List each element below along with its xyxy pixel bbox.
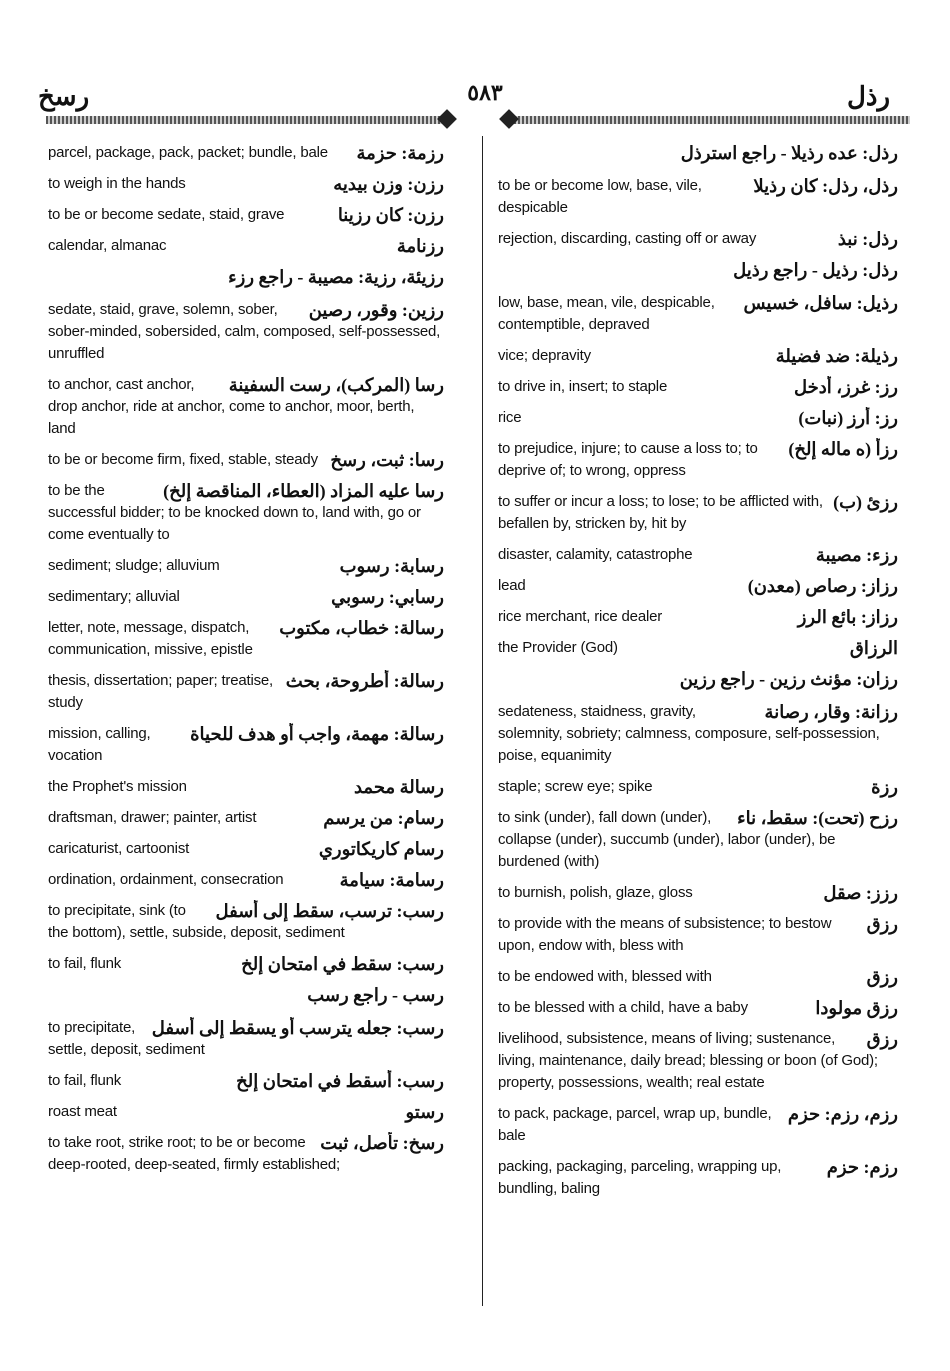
english-definition: rice merchant, rice dealer <box>498 608 663 625</box>
dictionary-entry <box>498 175 898 219</box>
dictionary-entry <box>48 266 444 290</box>
english-definition: to burnish, polish, glaze, gloss <box>498 884 693 901</box>
english-definition: lead <box>498 577 526 594</box>
arabic-headword: رزق <box>866 967 898 987</box>
left-running-head: رسخ <box>38 82 90 111</box>
dictionary-entry <box>498 1156 898 1200</box>
arabic-headword: رسالة: أطروحة، بحث <box>285 671 444 691</box>
dictionary-entry <box>48 1017 444 1061</box>
arabic-headword: رزن: وزن بيديه <box>333 174 444 194</box>
arabic-headword: رسامة: سيامة <box>339 870 444 890</box>
arabic-headword: رسب: جعله يترسب أو يسقط إلى أسفل <box>151 1018 444 1038</box>
dictionary-entry <box>498 997 898 1019</box>
english-definition: to provide with the means of subsistence; to bestow upon, endow with, bless with <box>498 915 832 954</box>
dictionary-entry <box>48 807 444 829</box>
dictionary-entry <box>498 807 898 873</box>
dictionary-entry <box>48 984 444 1008</box>
arabic-headword: رزم، رزم: حزم <box>787 1104 898 1124</box>
arabic-headword: رسابي: رسوبي <box>331 587 444 607</box>
arabic-headword: رسالة: مهمة، واجب أو هدف للحياة <box>190 724 444 744</box>
arabic-headword: رزين: وقور، رصين <box>308 300 444 320</box>
english-definition: livelihood, subsistence, means of living; sustenance, living, maintenance, daily bread; blessing or boon (of God); property, possessions, wealth; real estate <box>498 1030 878 1091</box>
english-definition: to fail, flunk <box>48 955 122 972</box>
arabic-headword: رذل: رذيل - راجع رذيل <box>733 260 898 280</box>
dictionary-entry <box>498 259 898 283</box>
arabic-headword: رسا (المركب)، رست السفينة <box>228 375 444 395</box>
dictionary-entry <box>498 376 898 398</box>
english-definition: to take root, strike root; to be or become deep-rooted, deep-seated, firmly established; <box>48 1134 341 1173</box>
arabic-headword: رسابة: رسوب <box>339 556 444 576</box>
arabic-headword: الرزاق <box>849 638 898 658</box>
dictionary-entry <box>48 953 444 975</box>
english-definition: to be endowed with, blessed with <box>498 968 712 985</box>
dictionary-entry <box>498 407 898 429</box>
arabic-headword: رزن: كان رزينا <box>337 205 444 225</box>
dictionary-entry <box>48 374 444 440</box>
english-definition: mission, calling, vocation <box>48 725 151 764</box>
english-definition: to drive in, insert; to staple <box>498 378 668 395</box>
dictionary-entry <box>498 142 898 166</box>
english-definition: to pack, package, parcel, wrap up, bundle, bale <box>498 1105 772 1144</box>
dictionary-entry <box>48 299 444 365</box>
arabic-headword: رزم: حزم <box>826 1157 898 1177</box>
dictionary-entry <box>498 913 898 957</box>
arabic-headword: رزئ (ب) <box>833 492 898 512</box>
dictionary-entry <box>48 142 444 164</box>
english-definition: to be blessed with a child, have a baby <box>498 999 748 1016</box>
dictionary-entry <box>498 701 898 767</box>
arabic-headword: رزق <box>866 1029 898 1049</box>
english-definition: sediment; sludge; alluvium <box>48 557 220 574</box>
arabic-headword: رزز: صقل <box>823 883 898 903</box>
arabic-headword: رزء: مصيبة <box>815 545 898 565</box>
dictionary-entry <box>498 668 898 692</box>
arabic-headword: رزيئة، رزية: مصيبة - راجع رزء <box>228 267 444 287</box>
english-definition: sedimentary; alluvial <box>48 588 180 605</box>
english-definition: ordination, ordainment, consecration <box>48 871 284 888</box>
english-definition: sedateness, staidness, gravity, solemnity, sobriety; calmness, composure, self-possession, poise, equanimity <box>498 703 880 764</box>
english-definition: vice; depravity <box>498 347 591 364</box>
english-definition: sedate, staid, grave, solemn, sober, sober-minded, sobersided, calm, composed, self-possessed, unruffled <box>48 301 441 362</box>
english-definition: low, base, mean, vile, despicable, contemptible, depraved <box>498 294 715 333</box>
arabic-headword: رسب - راجع رسب <box>307 985 444 1005</box>
arabic-headword: رزان: مؤنث رزين - راجع رزين <box>679 669 898 689</box>
arabic-headword: رزانة: وقار، رصانة <box>764 702 898 722</box>
english-definition: to be or become sedate, staid, grave <box>48 206 285 223</box>
dictionary-entry <box>498 1028 898 1094</box>
right-running-head: رذل <box>846 82 890 111</box>
dictionary-entry <box>498 776 898 798</box>
english-definition: to be or become firm, fixed, stable, steady <box>48 451 318 468</box>
arabic-headword: رسالة: خطاب، مكتوب <box>279 618 444 638</box>
english-definition: to weigh in the hands <box>48 175 186 192</box>
left-column <box>48 142 444 1185</box>
dictionary-entry <box>48 204 444 226</box>
dictionary-entry <box>498 228 898 250</box>
dictionary-entry <box>48 555 444 577</box>
dictionary-entry <box>48 838 444 860</box>
dictionary-entry <box>48 586 444 608</box>
arabic-headword: رز: غرز، أدخل <box>793 377 898 397</box>
english-definition: roast meat <box>48 1103 117 1120</box>
english-definition: to precipitate, settle, deposit, sediment <box>48 1019 205 1058</box>
dictionary-entry <box>498 637 898 659</box>
dictionary-entry <box>48 173 444 195</box>
dictionary-entry <box>48 869 444 891</box>
dictionary-entry <box>48 480 444 546</box>
right-column <box>498 142 898 1209</box>
arabic-headword: رذل، رذل: كان رذيلا <box>753 176 898 196</box>
arabic-headword: رسخ: تأصل، ثبت <box>320 1133 444 1153</box>
dictionary-entry <box>48 723 444 767</box>
english-definition: draftsman, drawer; painter, artist <box>48 809 257 826</box>
arabic-headword: رزأ (ه ماله إلخ) <box>788 439 898 459</box>
english-definition: to sink (under), fall down (under), collapse (under), succumb (under), labor (under), be burdened (with) <box>498 809 836 870</box>
english-definition: disaster, calamity, catastrophe <box>498 546 693 563</box>
arabic-headword: رسب: أسقط في امتحان إلخ <box>236 1071 444 1091</box>
arabic-headword: رسا: ثبت، رسخ <box>330 450 444 470</box>
english-definition: to anchor, cast anchor, drop anchor, ride at anchor, come to anchor, moor, berth, land <box>48 376 415 437</box>
english-definition: to fail, flunk <box>48 1072 122 1089</box>
dictionary-entry <box>498 491 898 535</box>
arabic-headword: رسام: من يرسم <box>323 808 444 828</box>
dictionary-entry <box>498 345 898 367</box>
arabic-headword: رزح (تحت): سقط، ناء <box>737 808 898 828</box>
arabic-headword: رسام كاريكاتوري <box>318 839 444 859</box>
arabic-headword: رسالة محمد <box>353 777 444 797</box>
arabic-headword: رسب: ترسب، سقط إلى أسفل <box>215 901 444 921</box>
english-definition: letter, note, message, dispatch, communication, missive, epistle <box>48 619 253 658</box>
column-divider <box>482 136 483 1306</box>
arabic-headword: رزة <box>871 777 898 797</box>
arabic-headword: رزنامة <box>396 236 444 256</box>
rule-bar <box>510 116 910 124</box>
dictionary-entry <box>48 1070 444 1092</box>
dictionary-entry <box>498 1103 898 1147</box>
arabic-headword: رزق مولودا <box>815 998 898 1018</box>
dictionary-entry <box>498 606 898 628</box>
english-definition: staple; screw eye; spike <box>498 778 653 795</box>
dictionary-entry <box>498 292 898 336</box>
arabic-headword: رذيلة: ضد فضيلة <box>775 346 898 366</box>
english-definition: the Prophet's mission <box>48 778 187 795</box>
dictionary-entry <box>48 1101 444 1123</box>
english-definition: parcel, package, pack, packet; bundle, bale <box>48 144 328 161</box>
english-definition: rice <box>498 409 522 426</box>
diamond-ornament-icon <box>437 109 457 129</box>
arabic-headword: رزاز: رصاص (معدن) <box>747 576 898 596</box>
dictionary-entry <box>498 575 898 597</box>
arabic-headword: رذل: نبذ <box>837 229 898 249</box>
dictionary-entry <box>48 670 444 714</box>
english-definition: rejection, discarding, casting off or away <box>498 230 757 247</box>
dictionary-entry <box>498 966 898 988</box>
arabic-headword: رزمة: حزمة <box>356 143 444 163</box>
english-definition: calendar, almanac <box>48 237 167 254</box>
dictionary-entry <box>498 544 898 566</box>
arabic-headword: رستو <box>405 1102 444 1122</box>
rule-bar <box>46 116 446 124</box>
dictionary-entry <box>48 900 444 944</box>
dictionary-entry <box>498 438 898 482</box>
english-definition: to precipitate, sink (to the bottom), settle, subside, deposit, sediment <box>48 902 345 941</box>
english-definition: caricaturist, cartoonist <box>48 840 190 857</box>
english-definition: to prejudice, injure; to cause a loss to; to deprive of; to wrong, oppress <box>498 440 758 479</box>
dictionary-entry <box>498 882 898 904</box>
dictionary-entry <box>48 1132 444 1176</box>
arabic-headword: رزق <box>866 914 898 934</box>
english-definition: the Provider (God) <box>498 639 618 656</box>
english-definition: to suffer or incur a loss; to lose; to be afflicted with, befallen by, stricken by, hit by <box>498 493 823 532</box>
diamond-ornament-icon <box>499 109 519 129</box>
arabic-headword: رذل: عده رذيلا - راجع استرذل <box>680 143 898 163</box>
dictionary-entry <box>48 235 444 257</box>
arabic-headword: رزاز: بائع الرز <box>797 607 898 627</box>
arabic-headword: رسا عليه المزاد (العطاء، المناقصة إلخ) <box>163 481 444 501</box>
left-header-rule <box>46 114 456 126</box>
right-header-rule <box>500 114 910 126</box>
dictionary-entry <box>48 617 444 661</box>
dictionary-entry <box>48 776 444 798</box>
english-definition: to be the successful bidder; to be knocked down to, land with, go or come eventually to <box>48 482 421 543</box>
english-definition: to be or become low, base, vile, despicable <box>498 177 702 216</box>
arabic-headword: رز: أرز (نبات) <box>798 408 898 428</box>
dictionary-entry <box>48 449 444 471</box>
arabic-headword: رسب: سقط في امتحان إلخ <box>241 954 444 974</box>
arabic-headword: رذيل: سافل، خسيس <box>743 293 898 313</box>
english-definition: packing, packaging, parceling, wrapping up, bundling, baling <box>498 1158 782 1197</box>
english-definition: thesis, dissertation; paper; treatise, study <box>48 672 274 711</box>
page-number: ٥٨٣ <box>467 80 503 105</box>
